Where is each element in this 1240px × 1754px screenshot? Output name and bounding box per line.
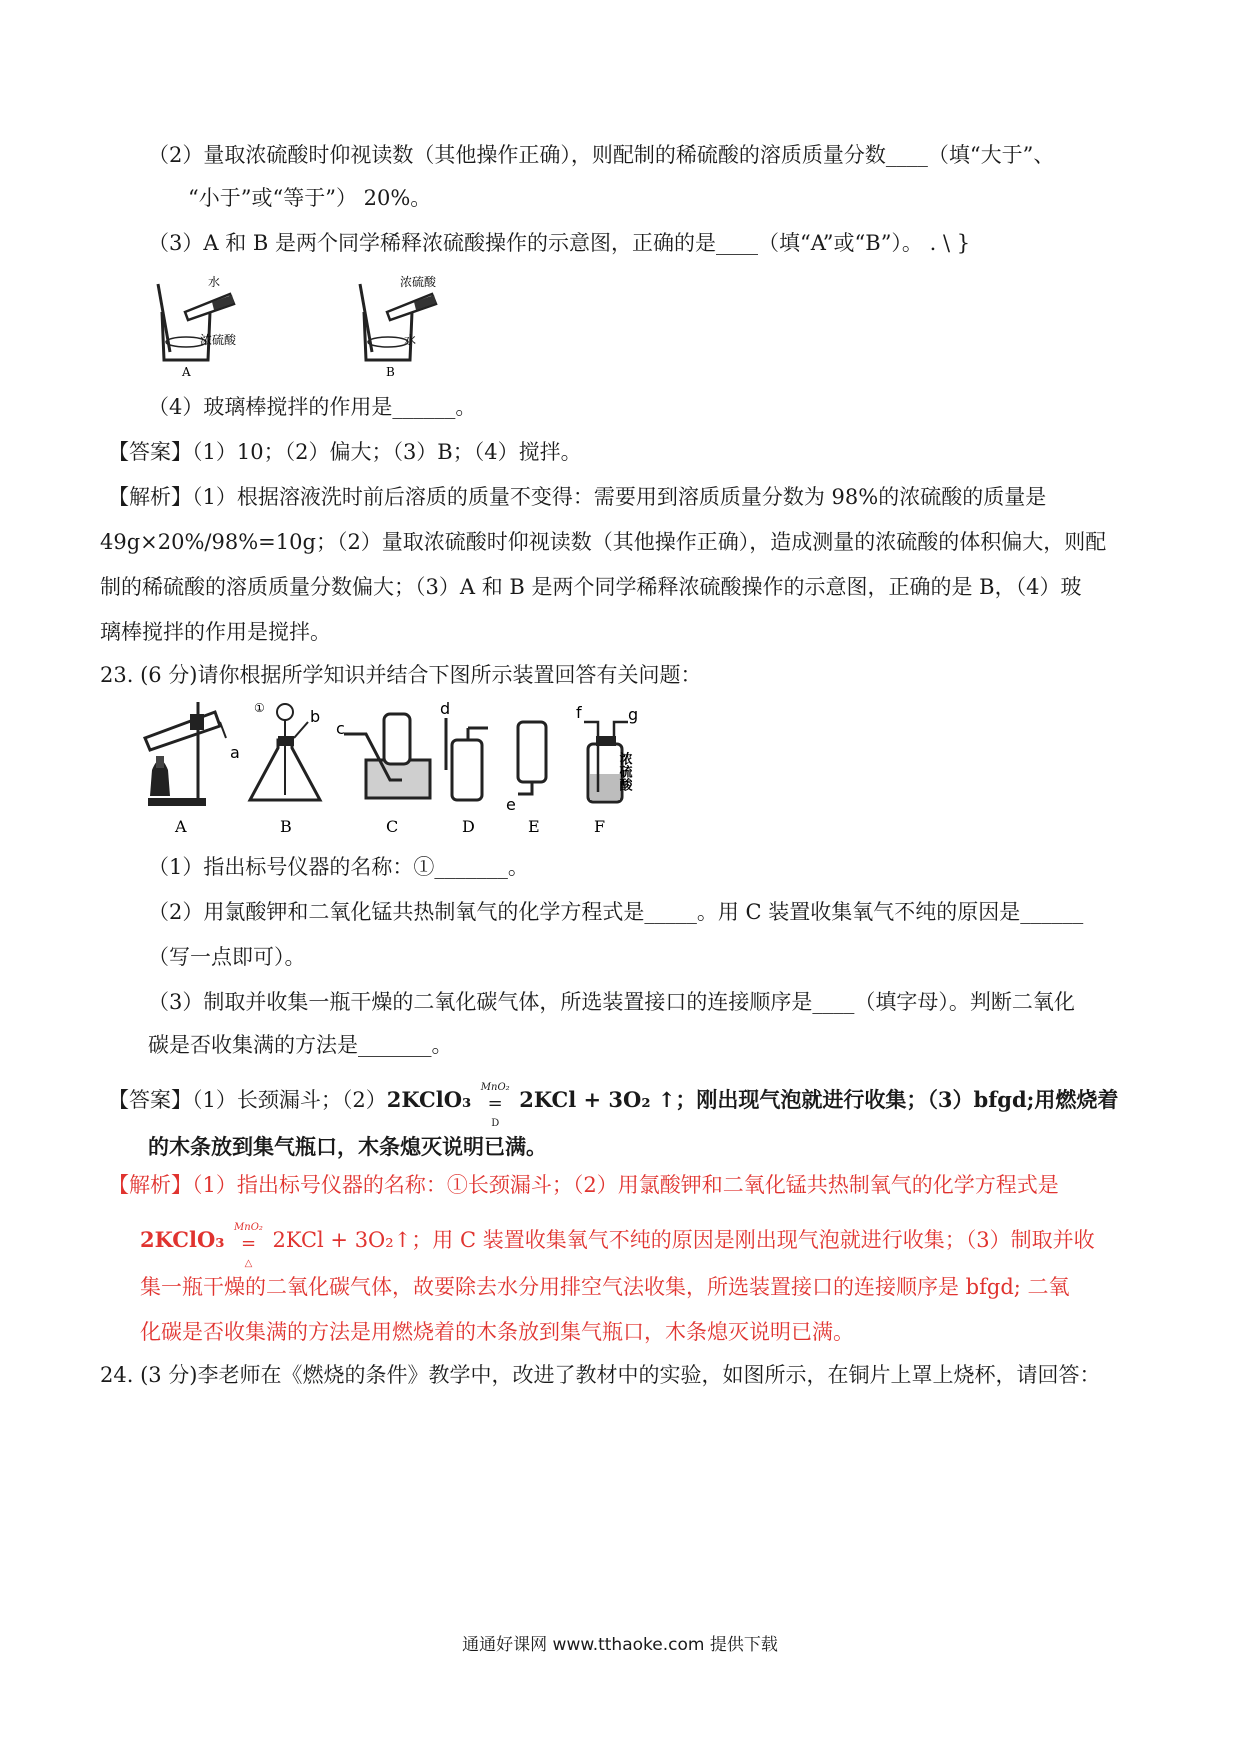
port-a-label: a — [230, 743, 240, 762]
q23-answer-eq-left: 2KClO₃ — [386, 1087, 472, 1112]
q23-part2-line2: （写一点即可）。 — [148, 945, 306, 969]
q23-analysis-line1: 【解析】（1）指出标号仪器的名称：①长颈漏斗；（2）用氯酸钾和二氧化锰共热制氧气的化学方程式是 — [108, 1173, 1059, 1197]
analysis-catalyst: MnO₂ — [234, 1221, 263, 1233]
q23-analysis-line3: 集一瓶干燥的二氧化碳气体，故要除去水分用排空气法收集，所选装置接口的连接顺序是 bfgd; 二氧 — [140, 1275, 1070, 1299]
q22-part2-line2: “小于”或“等于”） 20%。 — [188, 186, 432, 210]
q23-answer-eq-right: 2KCl + 3O₂ ↑；刚出现气泡就进行收集；（3）bfgd;用燃烧着 — [519, 1087, 1119, 1112]
q23-part3-line2: 碳是否收集满的方法是_______。 — [148, 1033, 453, 1057]
q22-part3: （3）A 和 B 是两个同学稀释浓硫酸操作的示意图，正确的是____（填“A”或“B”）。 . \ } — [148, 231, 971, 255]
port-b-label: b — [310, 707, 321, 726]
q24-title: 24. (3 分)李老师在《燃烧的条件》教学中，改进了教材中的实验，如图所示，在铜片上罩上烧杯，请回答： — [100, 1363, 1101, 1387]
apparatus-label-d: D — [462, 817, 475, 836]
apparatus-label-e: E — [528, 817, 540, 836]
q23-answer-line2: 的木条放到集气瓶口，木条熄灭说明已满。 — [148, 1134, 547, 1159]
fig-a-label: A — [182, 365, 191, 379]
page-footer: 通通好课网 www.tthaoke.com 提供下载 — [462, 1635, 778, 1655]
apparatus-a — [145, 702, 240, 836]
fig-b-label: B — [386, 365, 395, 379]
q22-part2-line1: （2）量取浓硫酸时仰视读数（其他操作正确），则配制的稀硫酸的溶质质量分数____（填“大于”、 — [148, 143, 1055, 167]
port-g-label: g — [628, 705, 639, 724]
q22-analysis-line2: 49g×20%/98%=10g；（2）量取浓硫酸时仰视读数（其他操作正确），造成测量的浓硫酸的体积偏大，则配 — [100, 530, 1107, 554]
dilution-figure-b — [352, 272, 482, 382]
q23-part2-line1: （2）用氯酸钾和二氧化锰共热制氧气的化学方程式是_____。用 C 装置收集氧气不纯的原因是______ — [148, 900, 1084, 924]
q22-part4: （4）玻璃棒搅拌的作用是______。 — [148, 395, 477, 419]
q22-analysis-line4: 璃棒搅拌的作用是搅拌。 — [100, 620, 331, 644]
port-e-label: e — [506, 795, 516, 814]
fig-b-top-label: 浓硫酸 — [400, 275, 437, 289]
apparatus-label-f: F — [594, 817, 606, 836]
fig-b-bottom-label: 水 — [404, 333, 417, 347]
dilution-figure-a — [150, 272, 280, 382]
q23-analysis-eq-left: 2KClO₃ — [140, 1227, 225, 1252]
q22-analysis-line1: 【解析】（1）根据溶液洗时前后溶质的质量不变得：需要用到溶质质量分数为 98%的浓硫酸的质量是 — [108, 485, 1047, 509]
gas-apparatus-figure — [140, 700, 660, 840]
apparatus-c — [336, 714, 430, 836]
q23-analysis-line2 — [140, 1221, 1095, 1269]
answer-reaction-condition: MnO₂ = D — [477, 1087, 513, 1117]
q23-part3-line1: （3）制取并收集一瓶干燥的二氧化碳气体，所选装置接口的连接顺序是____（填字母）。判断二氧化 — [148, 990, 1075, 1014]
q23-answer-line1 — [108, 1081, 1119, 1129]
fig-a-bottom-label: 浓硫酸 — [200, 333, 237, 347]
circle-1-label: ① — [254, 701, 265, 715]
q22-answer: 【答案】（1）10；（2）偏大；（3）B；（4）搅拌。 — [108, 440, 582, 464]
f-liquid-label: 浓硫酸 — [616, 752, 632, 791]
port-d-label: d — [440, 700, 451, 718]
q23-title: 23. (6 分)请你根据所学知识并结合下图所示装置回答有关问题： — [100, 663, 702, 687]
q23-answer-prefix: 【答案】（1）长颈漏斗；（2） — [108, 1088, 387, 1112]
apparatus-d — [440, 700, 488, 836]
q23-analysis-line4: 化碳是否收集满的方法是用燃烧着的木条放到集气瓶口，木条熄灭说明已满。 — [140, 1320, 854, 1344]
analysis-heat-mark: △ — [244, 1257, 253, 1269]
apparatus-e — [506, 722, 546, 836]
q23-analysis-eq-right: 2KCl + 3O₂↑；用 C 装置收集氧气不纯的原因是刚出现气泡就进行收集；（3）制取并收 — [272, 1228, 1095, 1252]
q22-analysis-line3: 制的稀硫酸的溶质质量分数偏大；（3）A 和 B 是两个同学稀释浓硫酸操作的示意图，正确的是 B，（4）玻 — [100, 575, 1082, 599]
apparatus-b — [250, 701, 320, 836]
apparatus-label-c: C — [386, 817, 399, 836]
apparatus-f — [576, 703, 638, 836]
fig-a-top-label: 水 — [208, 275, 221, 289]
port-f-label: f — [576, 703, 582, 722]
apparatus-label-b: B — [280, 817, 292, 836]
analysis-reaction-condition: MnO₂ = △ — [230, 1227, 266, 1257]
answer-heat-mark: D — [491, 1117, 500, 1129]
apparatus-label-a: A — [175, 817, 187, 836]
port-c-label: c — [336, 719, 345, 738]
q23-part1: （1）指出标号仪器的名称：①_______。 — [148, 855, 529, 879]
answer-catalyst: MnO₂ — [480, 1081, 510, 1093]
